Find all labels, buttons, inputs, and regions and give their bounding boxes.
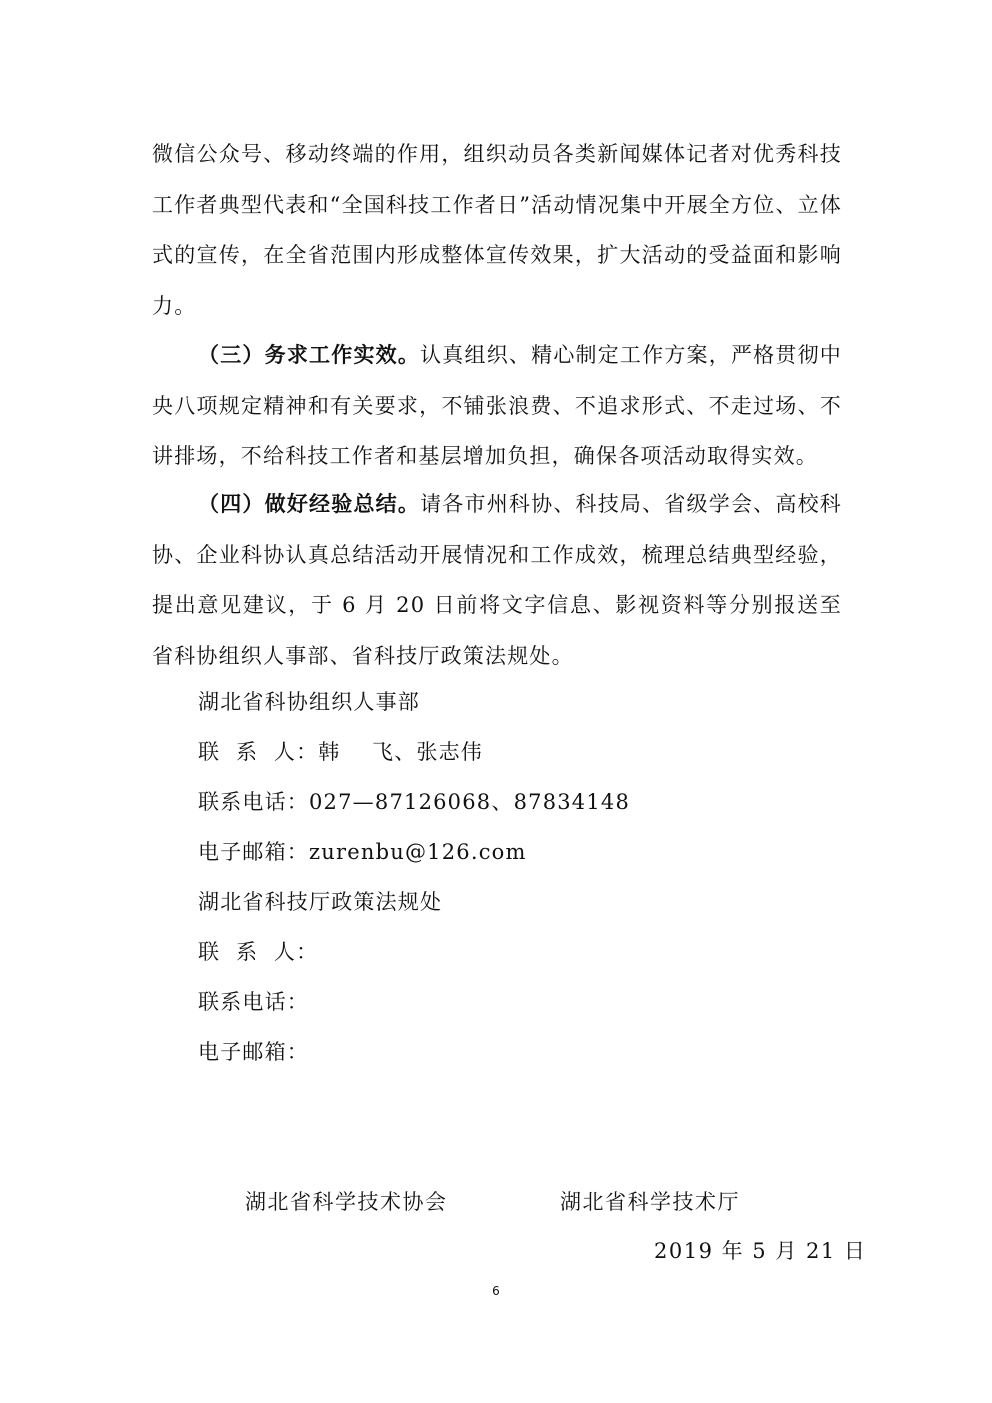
contact-person-1: 联 系 人：韩 飞、张志伟 <box>198 740 484 764</box>
contact-phone-1: 联系电话：027—87126068、87834148 <box>198 790 631 814</box>
section-heading-4: （四）做好经验总结。 <box>198 491 421 516</box>
contact-org-1: 湖北省科协组织人事部 <box>198 690 420 714</box>
contact-person-2: 联 系 人： <box>198 940 319 964</box>
contact-email-2: 电子邮箱： <box>198 1040 309 1064</box>
contact-email-1: 电子邮箱：zurenbu@126.com <box>198 840 527 864</box>
signature-department: 湖北省科学技术厅 <box>560 1190 740 1214</box>
section-body-4: 请各市州科协、科技局、省级学会、高校科协、企业科协认真总结活动开展情况和工作成效，梳理总结典型经验，提出意见建议，于 6 月 20 日前将文字信息、影视资料等分别报送至省科协组织人事部、省科技厅政策法规处。 <box>152 492 842 668</box>
page-number: 6 <box>492 1284 500 1298</box>
signature-association: 湖北省科学技术协会 <box>245 1190 448 1214</box>
paragraph-publicity-text: 微信公众号、移动终端的作用，组织动员各类新闻媒体记者对优秀科技工作者典型代表和“全国科技工作者日”活动情况集中开展全方位、立体式的宣传，在全省范围内形成整体宣传效果，扩大活动的受益面和影响力。 <box>152 142 842 318</box>
signature-date: 2019 年 5 月 21 日 <box>654 1239 867 1263</box>
section-heading-3: （三）务求工作实效。 <box>198 342 421 367</box>
paragraph-work-effectiveness <box>152 330 842 482</box>
contact-org-2: 湖北省科技厅政策法规处 <box>198 890 443 914</box>
paragraph-experience-summary <box>152 479 842 681</box>
paragraph-publicity <box>152 129 842 331</box>
contact-phone-2: 联系电话： <box>198 990 309 1014</box>
section-body-3: 认真组织、精心制定工作方案，严格贯彻中央八项规定精神和有关要求，不铺张浪费、不追求形式、不走过场、不讲排场，不给科技工作者和基层增加负担，确保各项活动取得实效。 <box>152 343 842 468</box>
